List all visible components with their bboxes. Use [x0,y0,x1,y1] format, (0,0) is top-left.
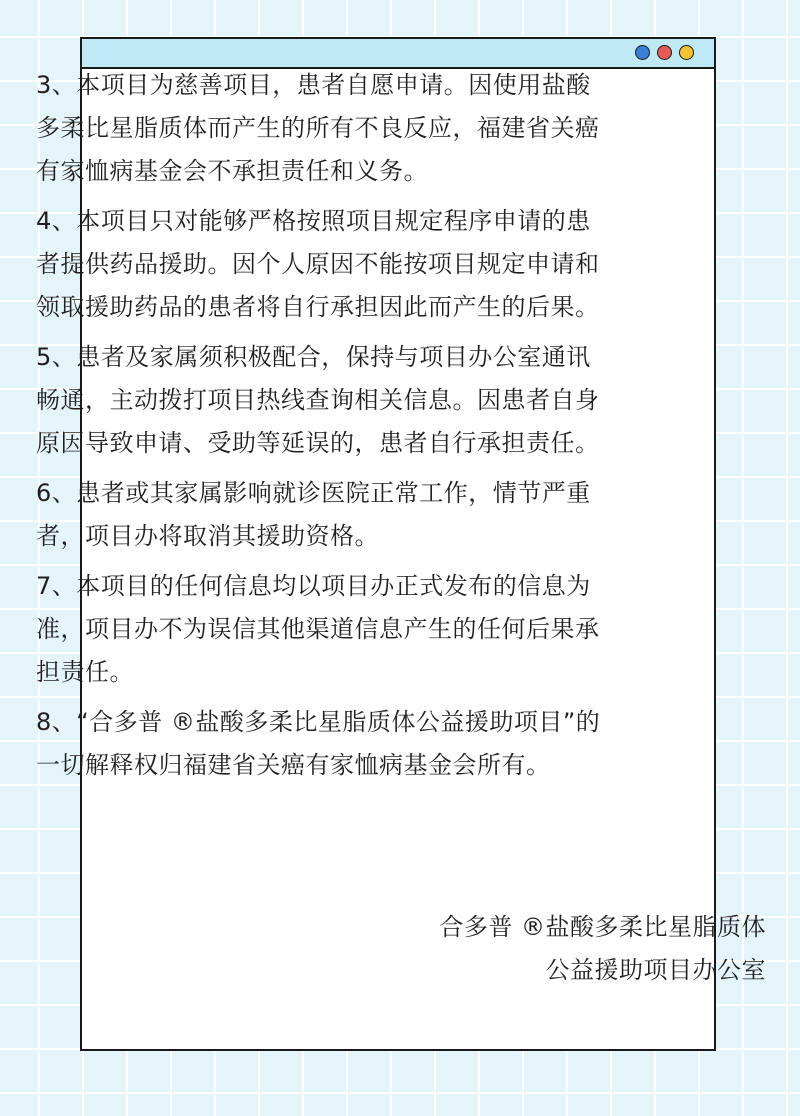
terms-content [36,64,608,794]
term-paragraph-7: 7、本项目的任何信息均以项目办正式发布的信息为准，项目办不为误信其他渠道信息产生的任何后果承担责任。 [36,572,600,686]
term-paragraph-8: 8、“合多普 ®盐酸多柔比星脂质体公益援助项目”的一切解释权归福建省关癌有家恤病基金会所有。 [36,708,601,779]
window-controls [635,45,694,60]
term-paragraph-3: 3、本项目为慈善项目，患者自愿申请。因使用盐酸多柔比星脂质体而产生的所有不良反应，福建省关癌有家恤病基金会不承担责任和义务。 [36,71,600,185]
term-paragraph-5: 5、患者及家属须积极配合，保持与项目办公室通讯畅通，主动拨打项目热线查询相关信息。因患者自身原因导致申请、受助等延误的，患者自行承担责任。 [36,343,600,457]
red-dot-icon [657,45,672,60]
signature-line-1: 合多普 ®盐酸多柔比星脂质体 [439,913,766,941]
yellow-dot-icon [679,45,694,60]
signature-block [439,906,766,992]
term-paragraph-4: 4、本项目只对能够严格按照项目规定程序申请的患者提供药品援助。因个人原因不能按项目规定申请和领取援助药品的患者将自行承担因此而产生的后果。 [36,207,600,321]
signature-line-2: 公益援助项目办公室 [545,956,766,984]
term-paragraph-6: 6、患者或其家属影响就诊医院正常工作，情节严重者，项目办将取消其援助资格。 [36,479,591,550]
blue-dot-icon [635,45,650,60]
